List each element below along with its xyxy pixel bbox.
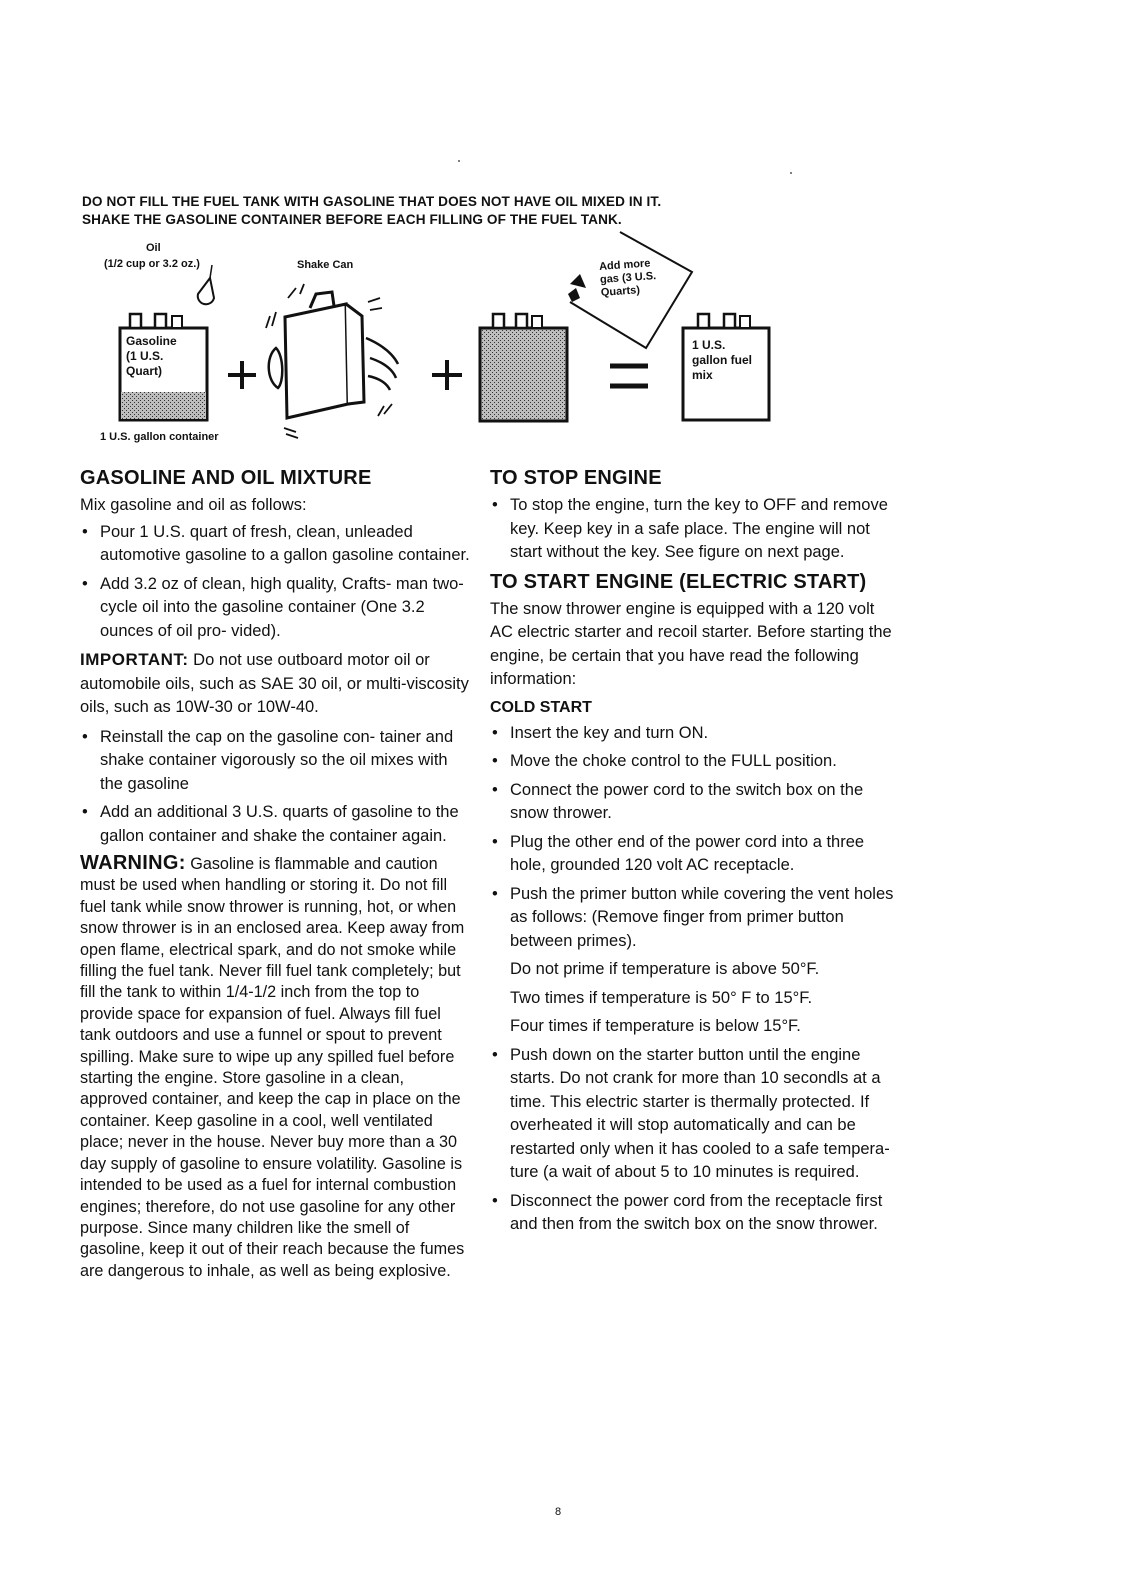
list-item: • Disconnect the power cord from the receptacle first and then from the switch box on the snow thrower. xyxy=(490,1190,900,1237)
prime-note: Two times if temperature is 50° F to 15°F. xyxy=(510,988,813,1007)
list-item: • Reinstall the cap on the gasoline con- tainer and shake container vigorously so the oil mixes with the gasoline xyxy=(80,726,475,797)
mixture-steps-list xyxy=(80,521,475,644)
fuel-mix-text xyxy=(692,338,752,383)
prime-note: Do not prime if temperature is above 50°F. xyxy=(510,960,820,978)
add-more-line-2: gas (3 U.S. xyxy=(599,270,657,286)
gasoline-container-text xyxy=(126,334,177,379)
important-note xyxy=(80,648,475,720)
gasoline-oil-mixture-heading: GASOLINE AND OIL MIXTURE xyxy=(80,467,372,489)
right-column xyxy=(490,466,900,1242)
list-item: • Push down on the starter button until the engine starts. Do not crank for more than 10 secondls at a time. This electric starter is thermally protected. If overheated it will stop automatically and can be restarted only when it has cooled to a safe tempera- ture (a wait of about 5 to 10 minutes is required. xyxy=(490,1044,900,1185)
oil-amount-label: (1/2 cup or 3.2 oz.) xyxy=(104,258,200,270)
shaking-can-icon xyxy=(266,284,398,418)
plus-sign-1 xyxy=(228,361,256,389)
gasoline-line-3: Quart) xyxy=(126,364,162,378)
list-item: • Push the primer button while covering the vent holes as follows: (Remove finger from primer button between primes). xyxy=(490,883,900,954)
list-item: • Move the choke control to the FULL position. xyxy=(490,750,900,774)
small-arrow-icon xyxy=(284,428,298,438)
list-item: • Pour 1 U.S. quart of fresh, clean, unleaded automotive gasoline to a gallon gasoline container. xyxy=(80,521,475,568)
mixture-steps-list-2 xyxy=(80,726,475,849)
warning-text: Gasoline is flammable and caution must be used when handling or storing it. Do not fill fuel tank while snow thrower is running, hot, or when snow thrower is in an enclosed area. Keep away from open flame, electrical spark, and do not smoke while filling the fuel tank. Never fill fuel tank completely; but fill the tank to within 1/4-1/2 inch from the top to provide space for expansion of fuel. Always fill fuel tank outdoors and use a funnel or spout to prevent spilling. Make sure to wipe up any spilled fuel before starting the engine. Store gasoline in a clean, approved container, and keep the cap in place on the container. Keep gasoline in a cool, well ventilated place; never in the house. Never buy more than a 30 day supply of gasoline to ensure volatility. Gasoline is intended to be used as a fuel for internal combustion engines; therefore, do not use gasoline for any other purpose. Since many children like the smell of gasoline, keep it out of their reach because the fumes are dangerous to inhale, as well as being explosive. xyxy=(80,855,465,1280)
important-label: IMPORTANT: xyxy=(80,650,189,669)
gasoline-warning xyxy=(80,853,475,1282)
result-line-1: 1 U.S. xyxy=(692,338,726,352)
container-size-label: 1 U.S. gallon container xyxy=(100,431,219,443)
cold-start-list-2 xyxy=(490,1044,900,1237)
print-speck xyxy=(790,172,792,174)
list-item: • Plug the other end of the power cord into a three hole, grounded 120 volt AC receptacle. xyxy=(490,831,900,878)
gasoline-line-2: (1 U.S. xyxy=(126,349,164,363)
list-item: • Add 3.2 oz of clean, high quality, Crafts- man two-cycle oil into the gasoline container (One 3.2 ounces of oil pro- vided). xyxy=(80,573,475,644)
list-item: • Add an additional 3 U.S. quarts of gasoline to the gallon container and shake the container again. xyxy=(80,801,475,848)
add-more-line-3: Quarts) xyxy=(600,284,641,299)
result-line-3: mix xyxy=(692,368,713,382)
result-line-2: gallon fuel xyxy=(692,353,752,367)
oil-label: Oil xyxy=(146,242,161,254)
add-more-gas-label xyxy=(599,257,658,300)
shake-can-label: Shake Can xyxy=(297,259,354,271)
cold-start-list xyxy=(490,722,900,954)
stop-engine-heading: TO STOP ENGINE xyxy=(490,467,662,489)
list-item: • To stop the engine, turn the key to OFF and remove key. Keep key in a safe place. The engine will not start without the key. See figure on next page. xyxy=(490,494,900,565)
stop-engine-list xyxy=(490,494,900,565)
list-item: • Connect the power cord to the switch box on the snow thrower. xyxy=(490,779,900,826)
equals-sign xyxy=(610,366,648,386)
filled-container-icon xyxy=(480,314,567,421)
oil-drop-icon xyxy=(198,265,214,304)
fuel-warning-line-1: DO NOT FILL THE FUEL TANK WITH GASOLINE THAT DOES NOT HAVE OIL MIXED IN IT. xyxy=(82,194,662,209)
warning-label: WARNING: xyxy=(80,852,186,874)
mixture-intro: Mix gasoline and oil as follows: xyxy=(80,496,307,514)
plus-symbol-text xyxy=(234,350,240,363)
list-item: • Insert the key and turn ON. xyxy=(490,722,900,746)
plus-sign-2 xyxy=(432,360,462,390)
prime-note: Four times if temperature is below 15°F. xyxy=(510,1017,801,1035)
page-number: 8 xyxy=(555,1506,562,1518)
gasoline-line-1: Gasoline xyxy=(126,334,177,348)
print-speck xyxy=(458,160,460,162)
left-column xyxy=(80,466,475,1282)
start-engine-heading: TO START ENGINE (ELECTRIC START) xyxy=(490,570,867,593)
add-more-line-1: Add more xyxy=(598,257,651,273)
fuel-warning-line-2: SHAKE THE GASOLINE CONTAINER BEFORE EACH FILLING OF THE FUEL TANK. xyxy=(82,212,622,227)
fuel-warning-banner xyxy=(82,193,882,229)
equals-symbol-text xyxy=(622,350,628,363)
start-engine-intro: The snow thrower engine is equipped with a 120 volt AC electric starter and recoil starter. Before starting the engine, be certain that you have read the following information: xyxy=(490,599,892,688)
important-text: Do not use outboard motor oil or automobile oils, such as SAE 30 oil, or multi-viscosity oils, such as 10W-30 or 10W-40. xyxy=(80,651,469,716)
cold-start-heading: COLD START xyxy=(490,698,592,716)
fuel-mix-diagram xyxy=(80,232,820,457)
